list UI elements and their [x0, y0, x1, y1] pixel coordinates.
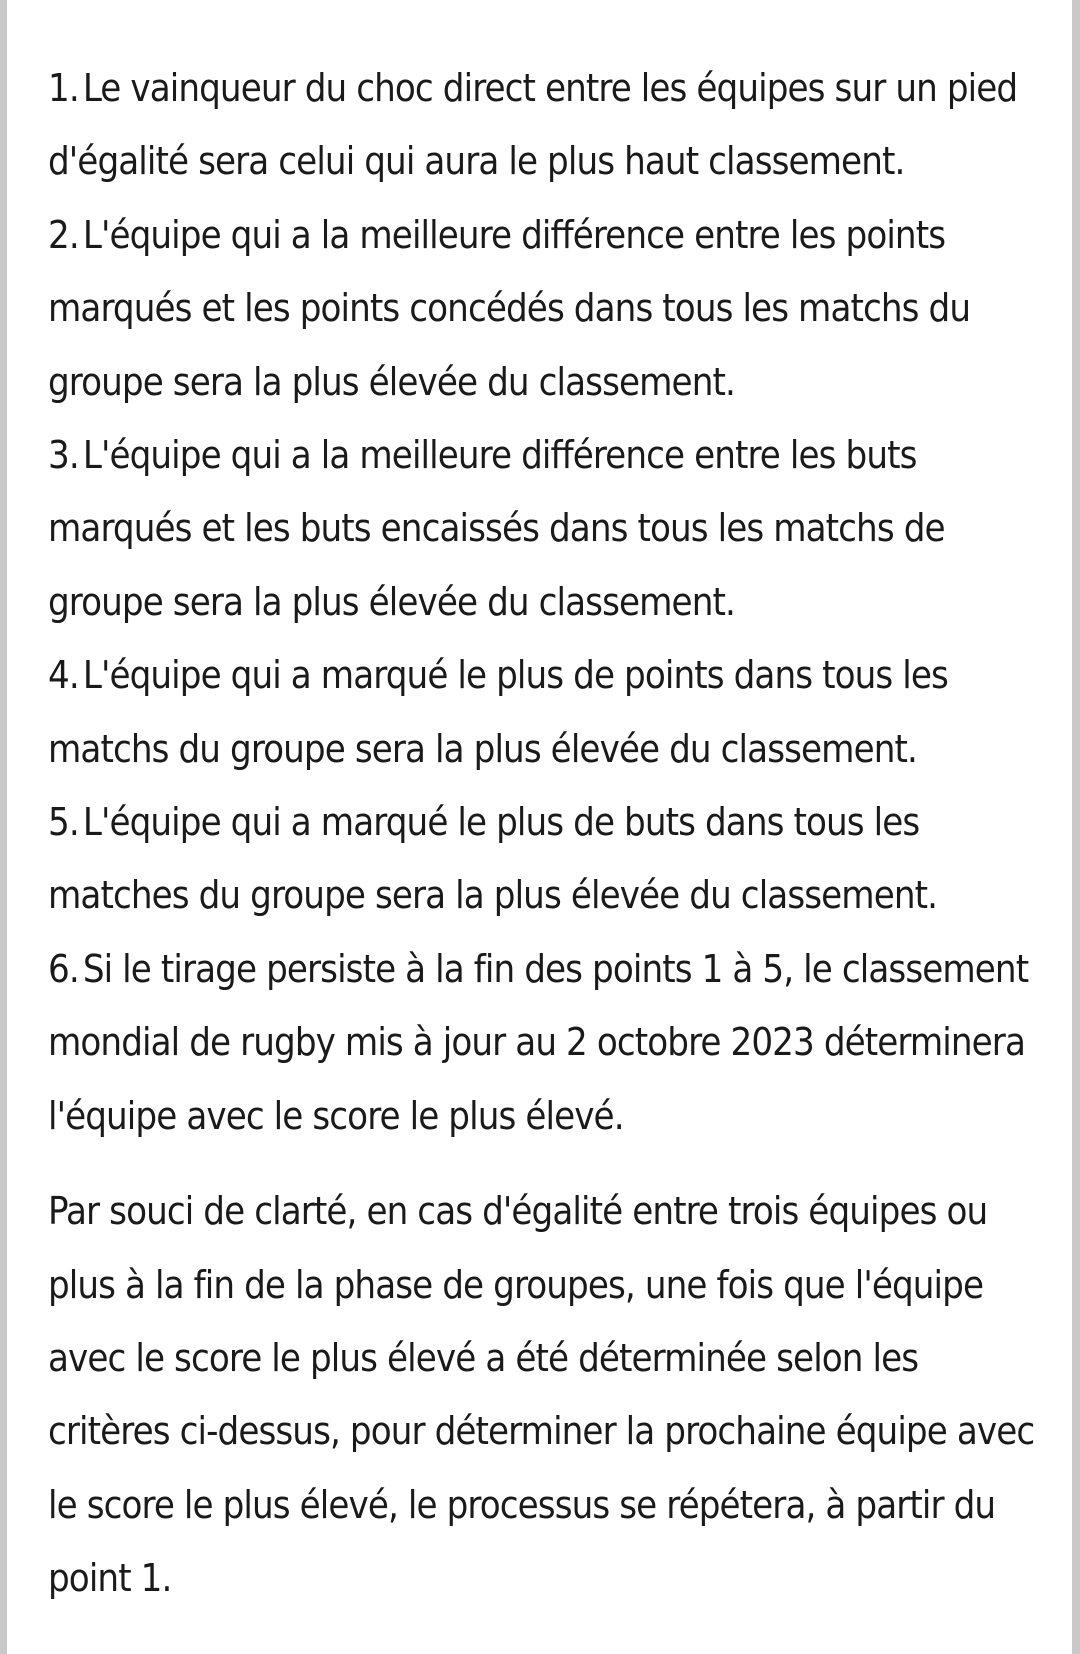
rule-text: L'équipe qui a la meilleure différence entre les points marqués et les points concédés dans tous les matchs du groupe sera la plus élevée du classement.: [48, 212, 971, 404]
clarification-paragraph: Par souci de clarté, en cas d'égalité entre trois équipes ou plus à la fin de la phase de groupes, une fois que l'équipe avec le score le plus élevé a été déterminée selon les critères ci-dessus, pour déterminer la prochaine équipe avec le score le plus élevé, le processus se répétera, à partir du point 1.: [48, 1189, 1035, 1601]
rule-number: 4.: [48, 653, 79, 698]
rule-text: Le vainqueur du choc direct entre les équipes sur un pied d'égalité sera celui qui aura le plus haut classement.: [48, 66, 1018, 184]
rule-text: L'équipe qui a marqué le plus de buts dans tous les matches du groupe sera la plus élevée du classement.: [48, 800, 938, 918]
rule-text: L'équipe qui a la meilleure différence entre les buts marqués et les buts encaissés dans tous les matchs de groupe sera la plus élevée du classement.: [48, 433, 945, 624]
rule-item: [48, 786, 1048, 933]
rule-number: 1.: [48, 66, 79, 110]
rule-number: 2.: [48, 212, 79, 257]
rule-item: [48, 52, 1048, 199]
rule-item: [48, 419, 1048, 639]
left-border: [0, 0, 7, 1654]
rule-number: 5.: [48, 800, 79, 845]
rule-item: [48, 639, 1048, 786]
rule-number: 6.: [48, 946, 79, 991]
rule-item: [48, 199, 1048, 419]
article-body: [48, 52, 1048, 1616]
right-border: [1072, 0, 1080, 1654]
rule-text: Si le tirage persiste à la fin des points 1 à 5, le classement mondial de rugby mis à jour au 2 octobre 2023 déterminera l'équipe avec le score le plus élevé.: [48, 946, 1029, 1138]
rule-text: L'équipe qui a marqué le plus de points dans tous les matchs du groupe sera la plus élevée du classement.: [48, 653, 948, 771]
rule-number: 3.: [48, 433, 79, 478]
tiebreak-rules-list: [48, 52, 1048, 1153]
rule-item: [48, 933, 1048, 1153]
